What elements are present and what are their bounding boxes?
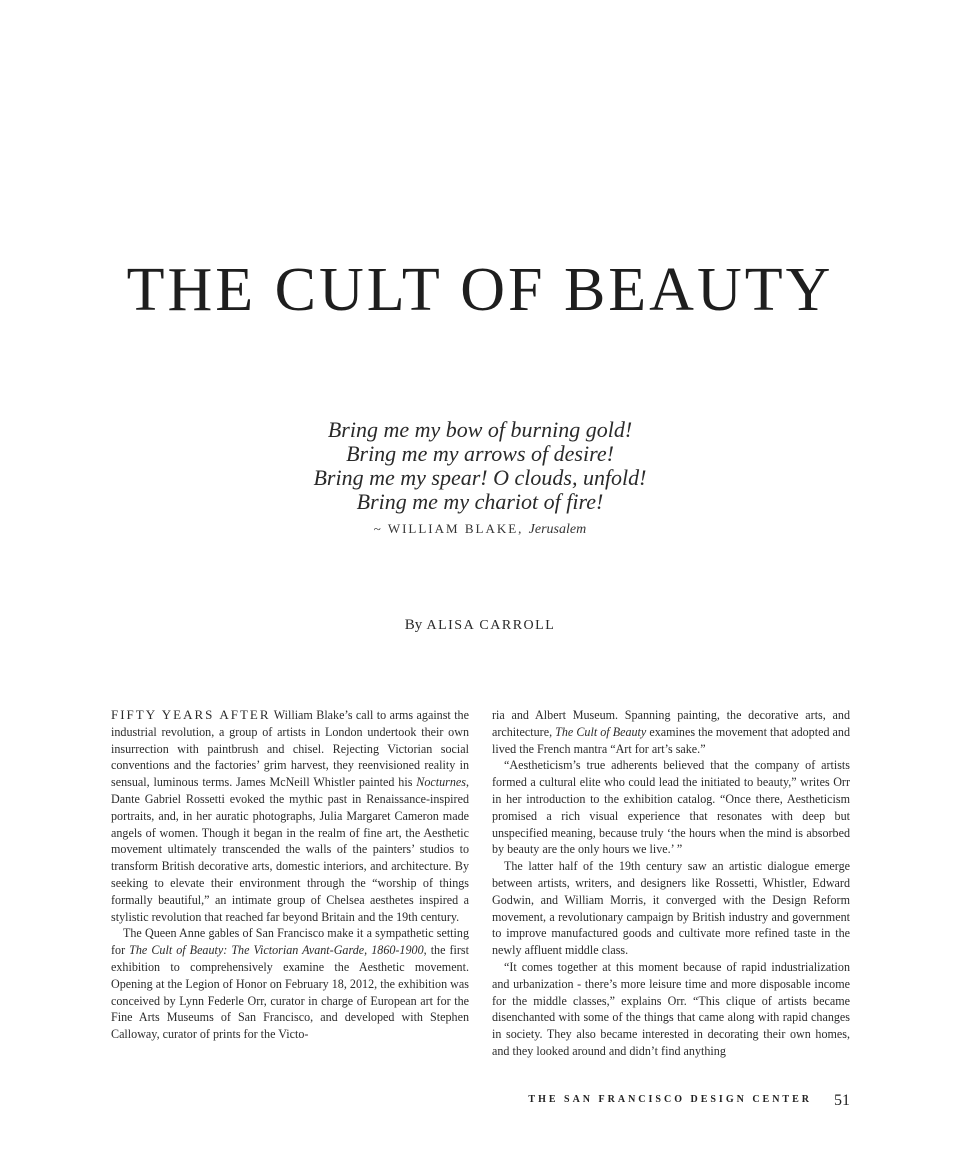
article-title: THE CULT OF BEAUTY — [126, 256, 834, 324]
epigraph-line: Bring me my spear! O clouds, unfold! — [313, 465, 647, 490]
body-paragraph: The latter half of the 19th century saw an artistic dialogue emerge between artists, writers, and designers like Rossetti, Whistler, Edward Godwin, and William Morris, it converged with the Design Reform movement, a revolutionary campaign by British industry and government to improve manufactured goods and cultivate more refined taste in the newly affluent middle class. — [492, 859, 850, 958]
body-text: examines the movement that adopted and lived the French mantra “Art for art’s sake.” — [492, 724, 851, 756]
body-paragraph — [111, 925, 469, 1043]
body-text: ria and Albert Museum. Spanning painting, the decorative arts, and architecture, — [492, 708, 850, 739]
right-column — [492, 707, 850, 1060]
attribution-source: Jerusalem — [528, 522, 587, 537]
body-paragraph — [492, 707, 850, 757]
epigraph-attribution — [0, 521, 960, 538]
epigraph-line: Bring me my bow of burning gold! — [327, 417, 633, 442]
page-number: 51 — [834, 1092, 850, 1109]
body-text: The Queen Anne gables of San Francisco make it a sympathetic setting for — [111, 926, 469, 958]
epigraph-line: Bring me my arrows of desire! — [346, 441, 614, 466]
byline — [0, 617, 960, 634]
running-footer: THE SAN FRANCISCO DESIGN CENTER — [528, 1094, 812, 1105]
body-text: William Blake’s call to arms against the industrial revolution, a group of artists in London undertook their own insurrection with paintbrush and chisel. Rejecting Victorian social conventions and the factories’ grim harvest, they reenvisioned reality in sensual, luminous terms. James McNeill Whistler painted his — [111, 708, 469, 790]
epigraph — [0, 418, 960, 538]
epigraph-line: Bring me my chariot of fire! — [356, 489, 604, 514]
body-paragraph — [111, 707, 469, 925]
body-paragraph: “It comes together at this moment because of rapid industrialization and urbanization - there’s more leisure time and more disposable income for the middle classes,” explains Orr. “This clique of artists became disenchanted with some of the things that came along with rapid changes in society. They also became interested in decorating their own homes, and they looked around and didn’t find anything — [492, 959, 850, 1058]
lead-in: FIFTY YEARS AFTER — [111, 707, 271, 722]
attribution-author: ~ WILLIAM BLAKE, — [373, 521, 524, 536]
byline-author: ALISA CARROLL — [426, 618, 556, 633]
italic-title: The Cult of Beauty: The Victorian Avant-Garde, 1860-1900 — [129, 943, 424, 958]
italic-title: Nocturnes — [416, 775, 466, 790]
left-column — [111, 707, 469, 1043]
italic-title: The Cult of Beauty — [555, 724, 647, 739]
byline-by: By — [404, 617, 423, 633]
body-text: , Dante Gabriel Rossetti evoked the mythic past in Renaissance-inspired portraits, and, in her auratic photographs, Julia Margaret Cameron made angels of women. Though it began in the realm of fine art, the Aesthetic movement ultimately transcended the walls of the painters’ studios to transform British decorative arts, domestic interiors, and architecture. By seeking to elevate their environment through the “worship of things formally beautiful,” an intimate group of Chelsea aesthetes inspired a stylistic revolution that reached far beyond Britain and the 19th century. — [111, 775, 469, 924]
body-paragraph: “Aestheticism’s true adherents believed that the company of artists formed a cultural elite who could lead the initiated to beauty,” writes Orr in her introduction to the exhibition catalog. “Once there, Aestheticism promised a rich visual experience that resonates with deep but unspecified meaning, because truly ‘the hours when the mind is absorbed by beauty are the only hours we live.’ ” — [492, 758, 850, 857]
body-text: , the first exhibition to comprehensively examine the Aesthetic movement. Opening at the Legion of Honor on February 18, 2012, the exhibition was conceived by Lynn Federle Orr, curator in charge of European art for the Fine Arts Museums of San Francisco, and developed with Stephen Calloway, curator of prints for the Victo- — [111, 943, 469, 1042]
